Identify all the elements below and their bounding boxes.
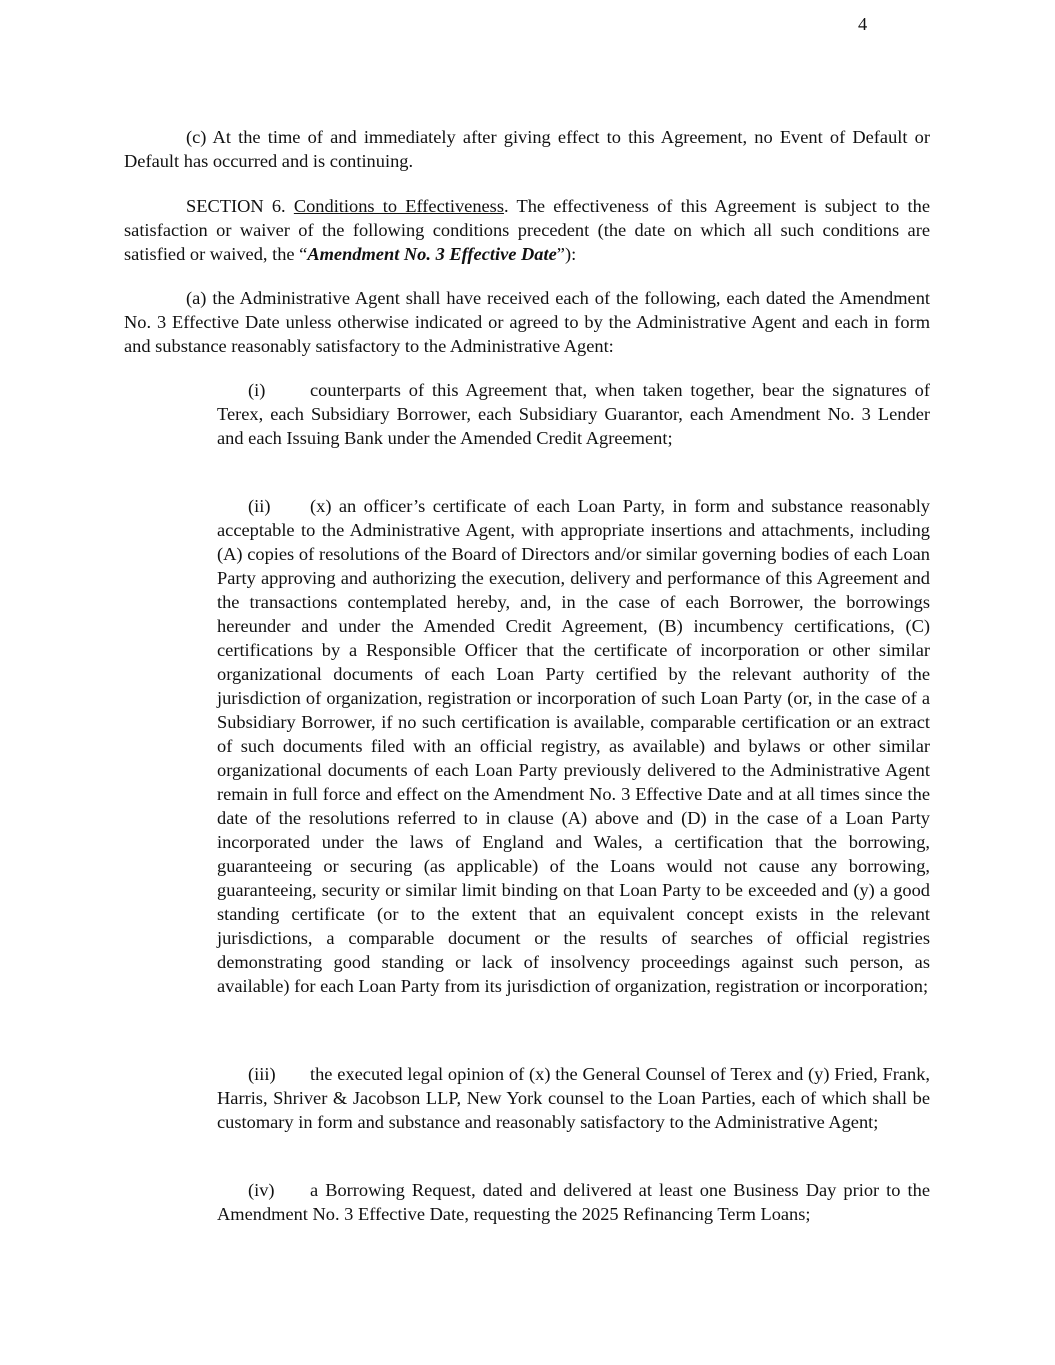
defined-term: Amendment No. 3 Effective Date — [307, 244, 557, 264]
item-text: a Borrowing Request, dated and delivered at least one Business Day prior to the Amendment No. 3 Effective Date, requesting the 2025 Refinancing Term Loans; — [217, 1180, 930, 1224]
item-text: counterparts of this Agreement that, when taken together, bear the signatures of Terex, each Subsidiary Borrower, each Subsidiary Guarantor, each Amendment No. 3 Lender and each Issuing Bank under the Amended Credit Agreement; — [217, 380, 930, 448]
item-label: (ii) — [248, 496, 271, 516]
item-text: the executed legal opinion of (x) the General Counsel of Terex and (y) Fried, Frank, Harris, Shriver & Jacobson LLP, New York counsel to the Loan Parties, each of which shall be customary in form and substance and reasonably satisfactory to the Administrative Agent; — [217, 1064, 930, 1132]
section-body: . The effectiveness of this Agreement is subject to the satisfaction or waiver of the following conditions precedent (the date on which all such conditions are satisfied or waived, the “ — [124, 196, 931, 264]
section-heading: Conditions to Effectiveness — [293, 196, 504, 216]
page-number: 4 — [858, 14, 868, 34]
item-iv — [217, 1178, 930, 1226]
item-ii — [217, 494, 930, 998]
paragraph-a: (a) the Administrative Agent shall have received each of the following, each dated the Amendment No. 3 Effective Date unless otherwise indicated or agreed to by the Administrative Agent and each in form and substance reasonably satisfactory to the Administrative Agent: — [124, 288, 930, 356]
item-text: (x) an officer’s certificate of each Loan Party, in form and substance reasonably acceptable to the Administrative Agent, with appropriate insertions and attachments, including (A) copies of resolutions of the Board of Directors and/or similar governing bodies of each Loan Party approving and authorizing the execution, delivery and performance of this Agreement and the transactions contemplated hereby, and, in the case of each Borrower, the borrowings hereunder and under the Amended Credit Agreement, (B) incumbency certifications, (C) certifications by a Responsible Officer that the certificate of incorporation or other similar organizational documents of each Loan Party certified by the relevant authority of the jurisdiction of organization, registration or incorporation of such Loan Party (or, in the case of a Subsidiary Borrower, if no such certification is available, comparable certification or an extract of such documents filed with an official registry, as available) and bylaws or other similar organizational documents of each Loan Party previously delivered to the Administrative Agent remain in full force and effect on the Amendment No. 3 Effective Date and at all times since the date of the resolutions referred to in clause (A) above and (D) in the case of a Loan Party incorporated under the laws of England and Wales, a certification that the borrowing, guaranteeing or securing (as applicable) of the Loans would not cause any borrowing, guaranteeing, security or similar limit binding on that Loan Party to be exceeded and (y) a good standing certificate (or to the extent that an equivalent concept exists in the relevant jurisdictions, a comparable document or the results of searches of official registries demonstrating good standing or lack of insolvency proceedings against such person, as available) for each Loan Party from its jurisdiction of organization, registration or incorporation; — [217, 496, 930, 996]
paragraph-c: (c) At the time of and immediately after giving effect to this Agreement, no Event of Default or Default has occurred and is continuing. — [124, 127, 930, 171]
section-label: SECTION 6. — [186, 196, 294, 216]
section-closing: ”): — [556, 244, 577, 264]
item-iii — [217, 1062, 930, 1134]
item-i — [217, 378, 930, 450]
section-6-paragraph — [124, 194, 930, 266]
item-label: (iv) — [248, 1180, 275, 1200]
item-label: (iii) — [248, 1064, 276, 1084]
item-label: (i) — [248, 380, 266, 400]
